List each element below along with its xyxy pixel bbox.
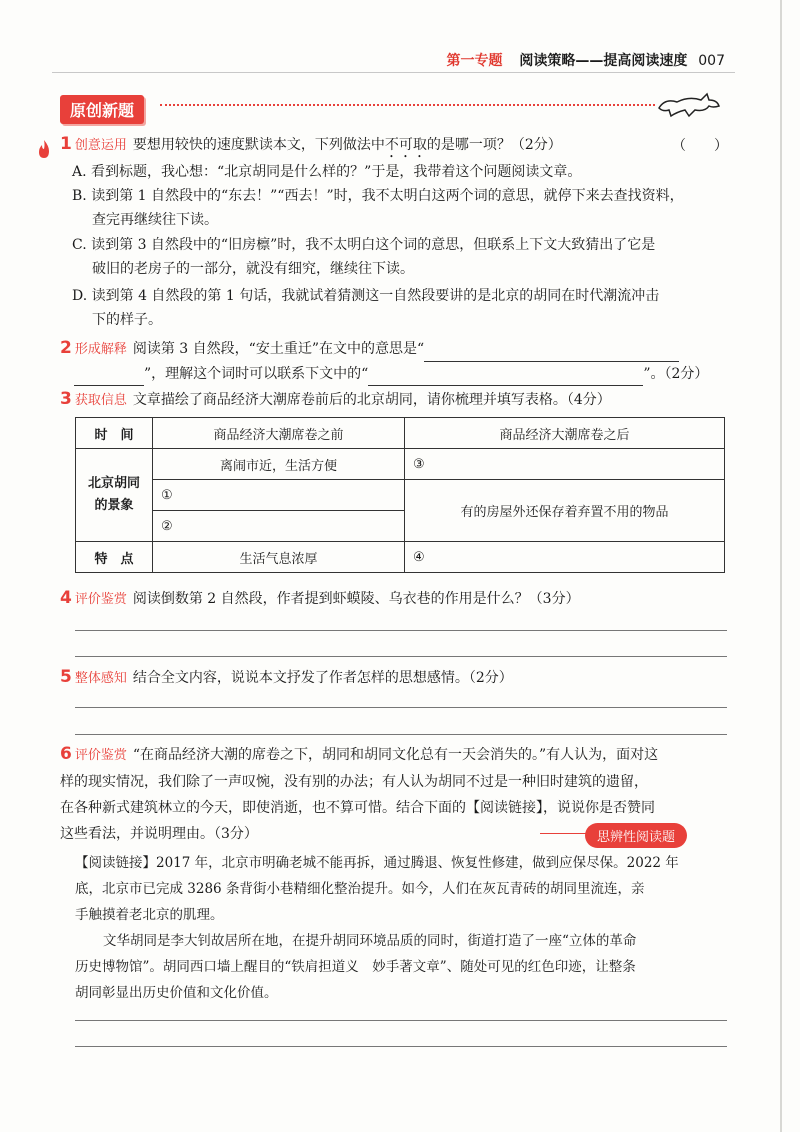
cell-after-blank-3[interactable]: ③	[405, 449, 725, 480]
question-4	[60, 586, 580, 612]
question-stem-line: 样的现实情况，我们除了一声叹惋，没有别的办法；有人认为胡同不过是一种旧时建筑的遗留，	[60, 774, 648, 790]
answer-blank-2[interactable]	[368, 369, 643, 386]
question-stem: 文章描绘了商品经济大潮席卷前后的北京胡同，请你梳理并填写表格。（4分）	[132, 392, 611, 408]
option-text: D. 读到第 4 自然段的第 1 句话，我就试着猜测这一自然段要讲的是北京的胡同在时代潮流冲击	[72, 288, 660, 304]
question-stem-line: 这些看法，并说明理由。（3分）	[60, 826, 258, 842]
header-time: 时 间	[76, 418, 153, 449]
question-5	[60, 665, 513, 691]
page-number: 007	[698, 53, 725, 69]
cell-before-1: 离闹市近，生活方便	[153, 449, 405, 480]
row-label-feature: 特 点	[76, 542, 153, 573]
option-text: A. 看到标题，我心想：“北京胡同是什么样的？”于是，我带着这个问题阅读文章。	[72, 164, 582, 180]
cell-after-2: 有的房屋外还保存着弃置不用的物品	[405, 480, 725, 542]
question-tag: 获取信息	[74, 393, 127, 408]
row-label-scene: 北京胡同的景象	[76, 449, 153, 542]
answer-line[interactable]	[75, 1046, 727, 1047]
question-stem-mid: ”，理解这个词时可以联系下文中的“	[144, 366, 369, 382]
flame-icon	[36, 139, 52, 159]
question-tag: 评价鉴赏	[74, 748, 127, 763]
question-2	[60, 336, 730, 386]
question-stem: 阅读倒数第 2 自然段，作者提到虾蟆陵、乌衣巷的作用是什么？（3分）	[132, 591, 580, 607]
pill-tail-line	[540, 833, 588, 834]
answer-line[interactable]	[75, 734, 727, 735]
option-text-cont: 破旧的老房子的一部分，就没有细究，继续往下读。	[92, 261, 414, 277]
passage-line: 【阅读链接】2017 年，北京市明确老城不能再拆，通过腾退、恢复性修建，做到应保尽保。2022 年	[75, 855, 679, 871]
option-a[interactable]	[72, 160, 732, 184]
question-tag: 整体感知	[74, 671, 127, 686]
passage-line: 底，北京市已完成 3286 条背街小巷精细化整治提升。如今，人们在灰瓦青砖的胡同里流连，亲	[75, 881, 645, 897]
option-d[interactable]	[72, 284, 732, 332]
answer-bracket[interactable]: （ ）	[672, 138, 728, 154]
cat-icon	[655, 88, 725, 120]
critical-reading-badge: 思辨性阅读题	[585, 823, 687, 848]
option-text: B. 读到第 1 自然段中的“东去！”“西去！”时，我不太明白这两个词的意思，就停下来去查找资料，	[72, 188, 684, 204]
question-tag: 形成解释	[74, 342, 127, 357]
page-header	[447, 50, 725, 70]
header-after: 商品经济大潮席卷之后	[405, 418, 725, 449]
question-stem: 阅读第 3 自然段，“安土重迁”在文中的意思是“	[132, 341, 425, 357]
question-tag: 评价鉴赏	[74, 592, 127, 607]
question-number: 3	[60, 389, 72, 409]
question-3	[60, 387, 611, 413]
cell-feature-before: 生活气息浓厚	[153, 542, 405, 573]
option-c[interactable]	[72, 233, 732, 281]
answer-blank-1-cont[interactable]	[74, 369, 144, 386]
passage-line: 历史博物馆”。胡同西口墙上醒目的“铁肩担道义 妙手著文章”、随处可见的红色印迹，让整条	[75, 959, 636, 975]
summary-table	[75, 417, 725, 573]
question-tag: 创意运用	[74, 138, 127, 153]
question-number: 4	[60, 588, 72, 608]
question-number: 6	[60, 744, 72, 764]
header-before: 商品经济大潮席卷之前	[153, 418, 405, 449]
banner-dotted-line	[160, 104, 655, 106]
cell-before-blank-2[interactable]: ②	[153, 511, 405, 542]
question-stem-line: 在各种新式建筑林立的今天，即使消逝，也不算可惜。结合下面的【阅读链接】，说说你是否赞同	[60, 800, 655, 816]
header-rule	[52, 72, 735, 73]
question-1	[60, 132, 562, 161]
cell-feature-blank-4[interactable]: ④	[405, 542, 725, 573]
cell-before-blank-1[interactable]: ①	[153, 480, 405, 511]
answer-line[interactable]	[75, 1020, 727, 1021]
header-title: 阅读策略——提高阅读速度	[519, 53, 688, 69]
passage-line: 手触摸着老北京的肌理。	[75, 907, 224, 923]
header-topic: 第一专题	[446, 53, 503, 69]
question-stem: “在商品经济大潮的席卷之下，胡同和胡同文化总有一天会消失的。”有人认为，面对这	[132, 747, 659, 763]
question-stem: 要想用较快的速度默读本文，下列做法中	[132, 137, 385, 153]
passage-line: 胡同彰显出历史价值和文化价值。	[75, 985, 278, 1001]
option-text-cont: 查完再继续往下读。	[92, 212, 218, 228]
passage-line: 文华胡同是李大钊故居所在地，在提升胡同环境品质的同时，街道打造了一座“立体的革命	[103, 933, 637, 949]
question-stem: 结合全文内容，说说本文抒发了作者怎样的思想感情。（2分）	[132, 670, 513, 686]
option-text: C. 读到第 3 自然段中的“旧房檩”时，我不太明白这个词的意思，但联系上下文大致猜出了它是	[72, 237, 656, 253]
section-banner: 原创新题	[60, 95, 144, 124]
answer-line[interactable]	[75, 630, 727, 631]
emphasis-text: 不可取	[384, 137, 427, 153]
reading-link-passage	[75, 850, 730, 1006]
answer-line[interactable]	[75, 707, 727, 708]
answer-blank-1[interactable]	[424, 345, 679, 362]
option-text-cont: 下的样子。	[92, 312, 162, 328]
question-number: 5	[60, 667, 72, 687]
question-number: 2	[60, 338, 72, 358]
question-number: 1	[60, 134, 72, 154]
answer-line[interactable]	[75, 656, 727, 657]
question-stem-end: ”。（2分）	[643, 366, 709, 382]
question-stem-end: 的是哪一项？（2分）	[426, 137, 562, 153]
page-edge	[780, 0, 782, 1132]
option-b[interactable]	[72, 184, 732, 232]
